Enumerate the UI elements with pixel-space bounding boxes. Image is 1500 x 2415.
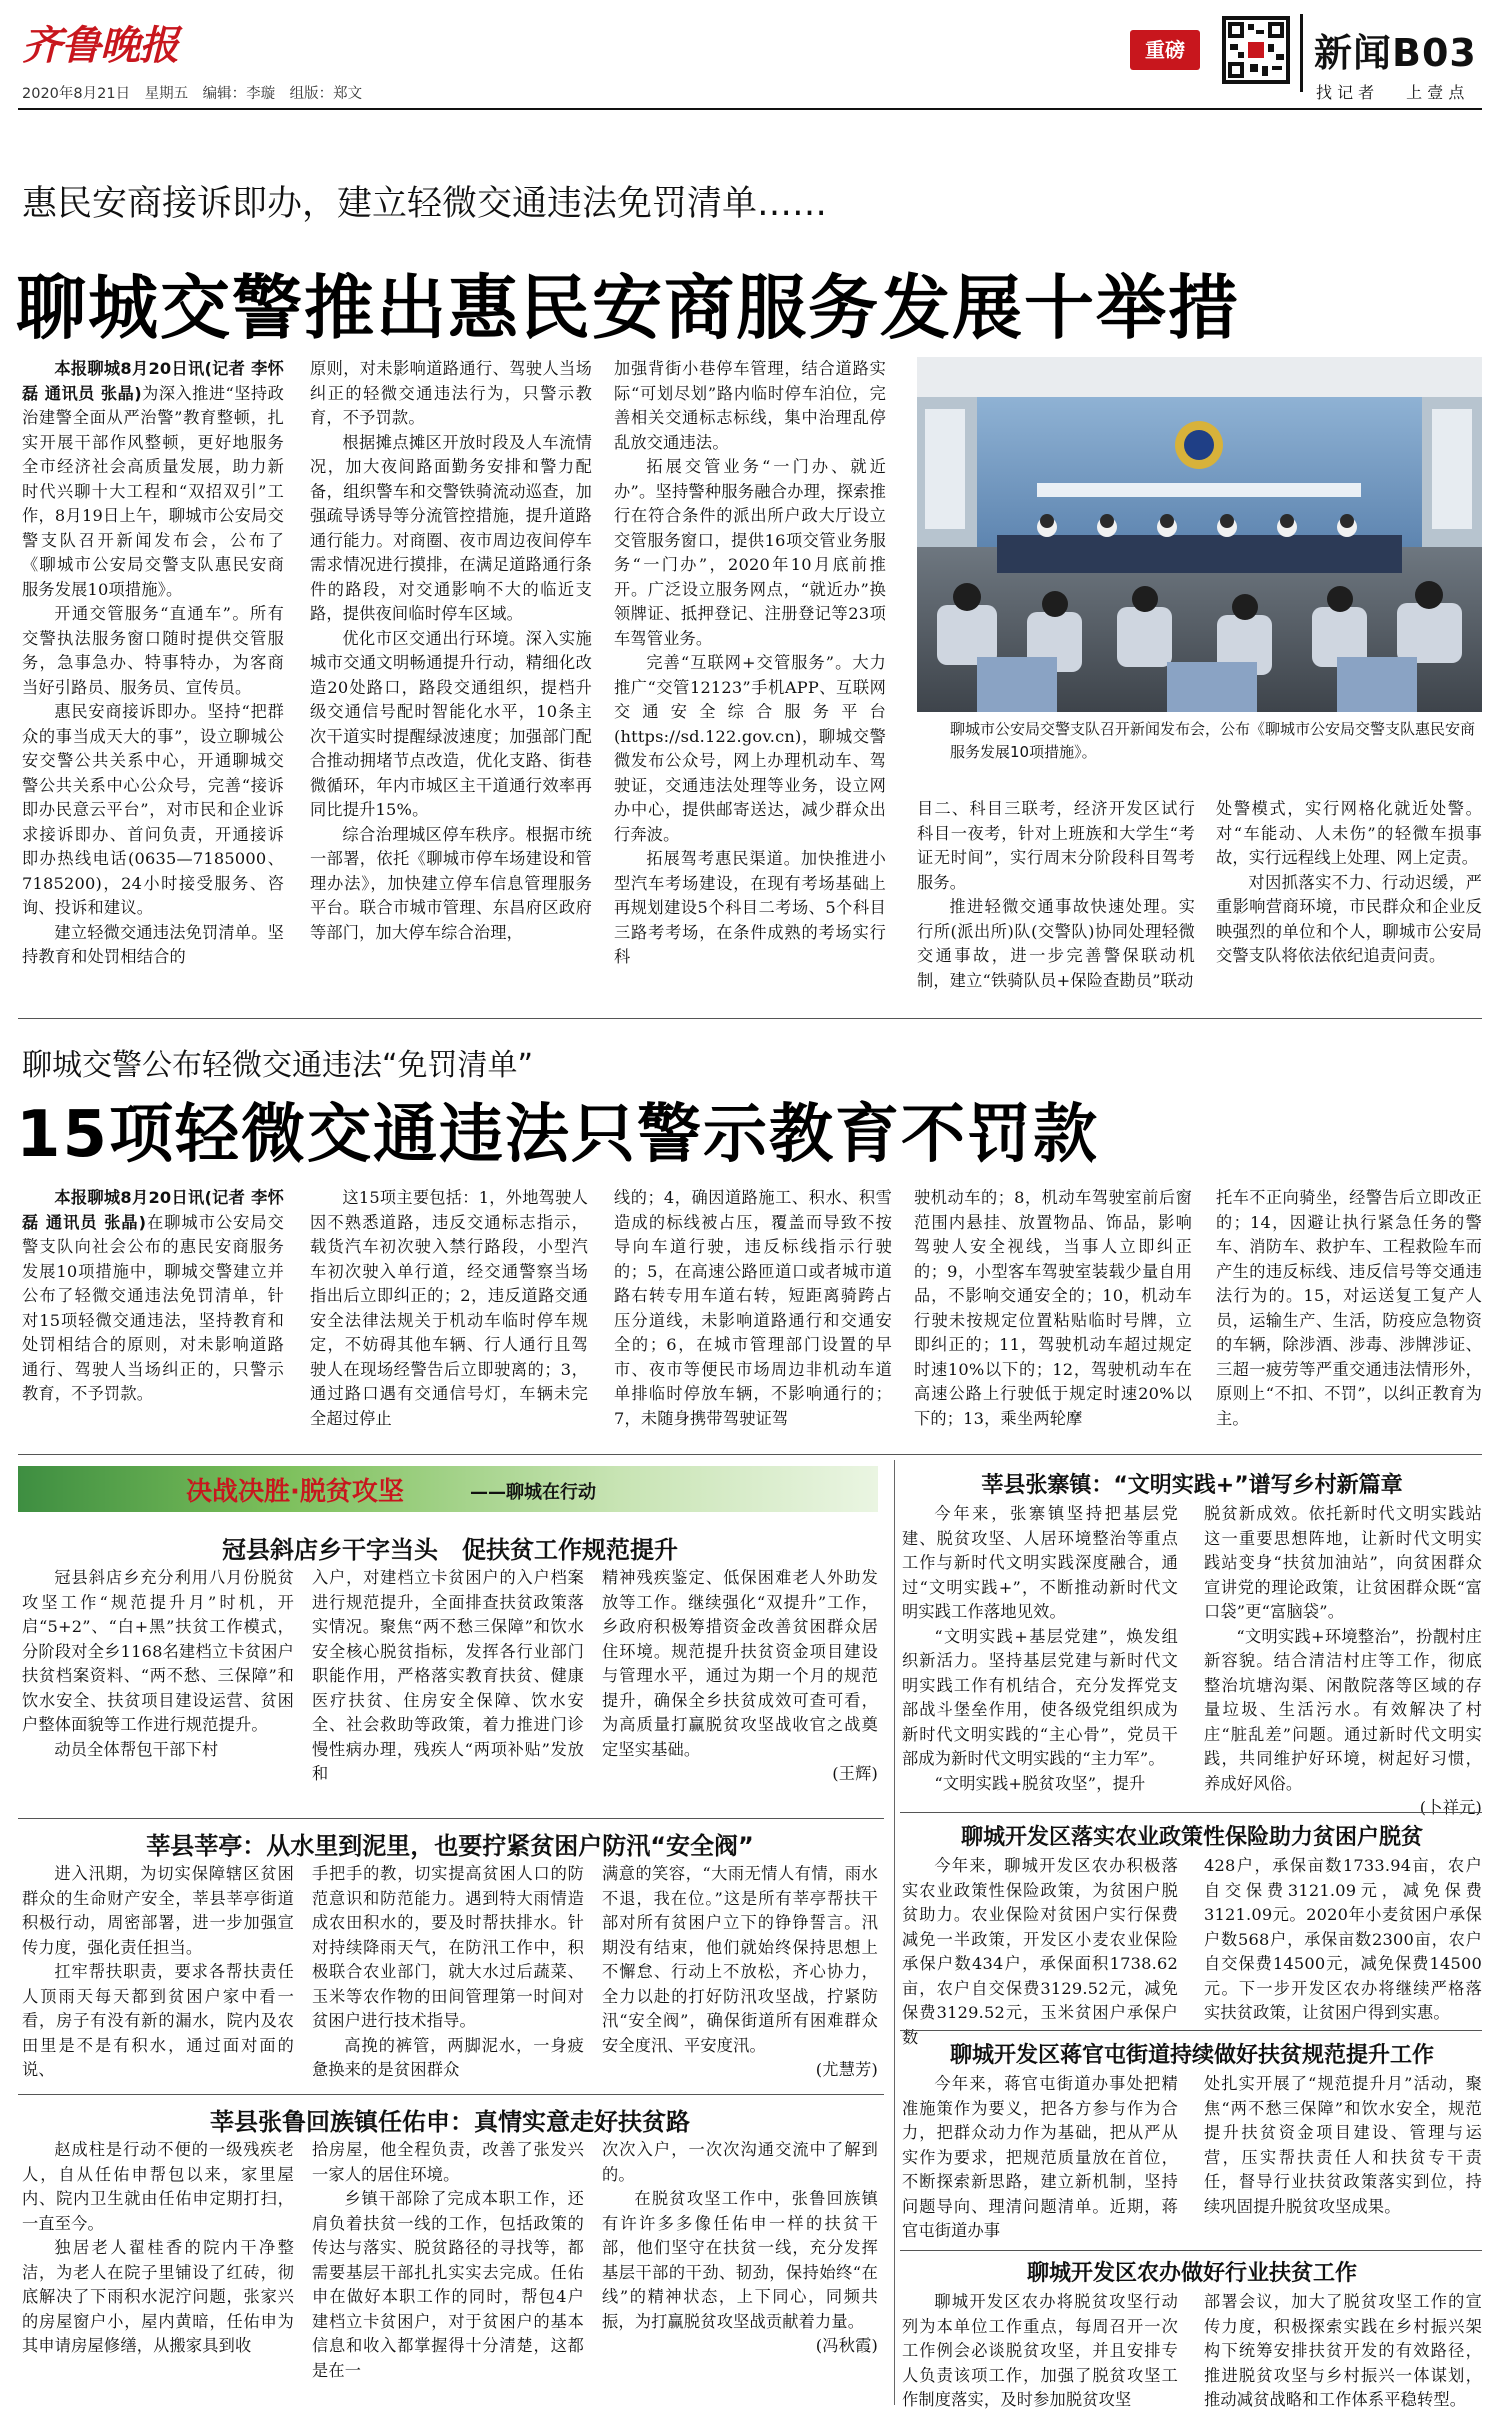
- paragraph: 根据摊点摊区开放时段及人车流情况，加大夜间路面勤务安排和警力配备，组织警车和交警铁骑流动巡查，加强疏导诱导等分流管控措施，提升道路通行能力。对商圈、夜市周边夜间停车需求情况进行摸排，在满足道路通行条件的路段，对交通影响不大的临近支路，提供夜间临时停车区域。: [310, 432, 592, 623]
- paragraph: 驶机动车的；8，机动车驾驶室前后窗范围内悬挂、放置物品、饰品，影响驾驶人安全视线，当事人立即纠正的；9，小型客车驾驶室装载少量自用品，不影响交通安全的；10，机动车行驶未按规定位置粘贴临时号牌，立即纠正的；11，驾驶机动车超过规定时速10%以下的；12，驾驶机动车在高速公路上行驶低于规定时速20%以下的；13，乘坐两轮摩: [914, 1188, 1192, 1428]
- article-col: [602, 1566, 878, 1822]
- paragraph: 今年来，聊城开发区农办积极落实农业政策性保险政策，为贫困户脱贫助力。农业保险对贫困户实行保费减免一半政策，开发区小麦农业保险承保户数434户，承保面积1738.62亩，农户自交保费3129.52元，减免保费3129.52元，玉米贫困户承保户数: [902, 1856, 1178, 2047]
- paragraph: 推进轻微交通事故快速处理。实行所(派出所)队(交警队)协同处理轻微交通事故，进一步完善警保联动机制，建立“铁骑队员+保险查勘员”联动: [917, 897, 1195, 990]
- article-col: [1204, 2290, 1482, 2410]
- paragraph: 次次入户，一次次沟通交流中了解到的。: [602, 2140, 878, 2184]
- byline: (尤慧芳): [815, 2060, 878, 2079]
- divider: [18, 1018, 1482, 1019]
- paragraph: 扛牢帮扶职责，要求各帮扶责任人顶雨天每天都到贫困户家中看一看，房子有没有新的漏水，院内及农田里是不是有积水，通过面对面的说、: [22, 1962, 294, 2079]
- paragraph: 部署会议，加大了脱贫攻坚工作的宣传力度，积极探索实践在乡村振兴架构下统筹安排扶贫开发的有效路径，推进脱贫攻坚与乡村振兴一体谋划，推动减贫战略和工作体系平稳转型。: [1204, 2292, 1482, 2409]
- paragraph: 处警模式，实行网格化就近处警。对“车能动、人未伤”的轻微车损事故，实行远程线上处理、网上定责。: [1216, 799, 1482, 867]
- banner-subtitle: ——聊城在行动: [470, 1482, 596, 1503]
- column-divider: [894, 1460, 895, 2405]
- paragraph: 聊城开发区农办将脱贫攻坚行动列为本单位工作重点，每周召开一次工作例会必谈脱贫攻坚，并且安排专人负责该项工作，加强了脱贫攻坚工作制度落实，及时参加脱贫攻坚: [902, 2292, 1178, 2409]
- paragraph: 开通交管服务“直通车”。所有交警执法服务窗口随时提供交管服务，急事急办、特事特办，为客商当好引路员、服务员、宣传员。: [22, 604, 284, 697]
- article-title: 聊城开发区落实农业政策性保险助力贫困户脱贫: [960, 1825, 1423, 1850]
- paragraph: 拾房屋，他全程负责，改善了张发兴一家人的居住环境。: [312, 2140, 584, 2184]
- article-col: [312, 1566, 584, 1822]
- paragraph: 赵成柱是行动不便的一级残疾老人，自从任佑申帮包以来，家里屋内、院内卫生就由任佑申定期打扫，一直至今。: [22, 2140, 294, 2233]
- dateline: 本报聊城8月20日讯(记者 李怀磊 通讯员 张晶): [22, 359, 284, 403]
- banner-title: 决战决胜·脱贫攻坚: [186, 1477, 404, 1507]
- article-col: [22, 2138, 294, 2410]
- article-col: [902, 1854, 1178, 2047]
- paragraph: 乡镇干部除了完成本职工作，还肩负着扶贫一线的工作，包括政策的传达与落实、脱贫路径的寻找等，都需要基层干部扎扎实实去完成。任佑申在做好本职工作的同时，帮包4户建档立卡贫困户，对于贫困户的基本信息和收入都掌握得十分清楚，这都是在一: [312, 2189, 584, 2380]
- story1-col4: [917, 797, 1195, 1005]
- masthead-rule: [18, 108, 1482, 110]
- story1-col1: [22, 357, 284, 1005]
- paragraph: 高挽的裤管，两脚泥水，一身疲惫换来的是贫困群众: [312, 2035, 584, 2079]
- article-col: [602, 2138, 878, 2410]
- paragraph: 拓展交管业务“一门办、就近办”。坚持警种服务融合办理，探索推行在符合条件的派出所户政大厅设立交管服务窗口，提供16项交管业务服务“一门办”，2020年10月底前推开。广泛设立服务网点，“就近办”换领牌证、抵押登记、注册登记等23项车驾管业务。: [614, 457, 886, 648]
- paragraph: 在聊城市公安局交警支队向社会公布的惠民安商服务发展10项措施中，聊城交警建立并公布了轻微交通违法免罚清单，针对15项轻微交通违法，坚持教育和处罚相结合的原则，对未影响道路通行、驾驶人当场纠正的，只警示教育，不予罚款。: [22, 1212, 284, 1403]
- story2-kicker: 聊城交警公布轻微交通违法“免罚清单”: [22, 1048, 534, 1083]
- story2-col3: [614, 1186, 892, 1438]
- heavy-badge: 重磅: [1130, 30, 1200, 70]
- article-col: [22, 1566, 294, 1822]
- press-conference-photo: [917, 357, 1482, 712]
- paragraph: 对因抓落实不力、行动迟缓，严重影响营商环境，市民群众和企业反映强烈的单位和个人，聊城市公安局交警支队将依法依纪追责问责。: [1216, 872, 1482, 965]
- article-col: [902, 1502, 1178, 1820]
- section-label: 新闻B03: [1314, 31, 1477, 75]
- divider: [18, 2094, 884, 2095]
- article-col: [312, 2138, 584, 2410]
- paragraph: 优化市区交通出行环境。深入实施城市交通文明畅通提升行动，精细化改造20处路口，路段交通组织，提档升级交通信号配时智能化水平，10条主次干道实时提醒绿波速度；加强部门配合推动拥堵节点改造，优化支路、街巷微循环，年内市城区主干道通行效率再同比提升15%。: [310, 628, 592, 819]
- article-col: [602, 1862, 878, 2092]
- paragraph: 脱贫新成效。依托新时代文明实践站这一重要思想阵地，让新时代文明实践站变身“扶贫加油站”，向贫困群众宣讲党的理论政策，让贫困群众既“富口袋”更“富脑袋”。: [1204, 1504, 1482, 1621]
- story2-headline: 15项轻微交通违法只警示教育不罚款: [16, 1098, 1100, 1172]
- paragraph: 冠县斜店乡充分利用八月份脱贫攻坚工作“规范提升月”时机，开启“5+2”、“白+黑”扶贫工作模式，分阶段对全乡1168名建档立卡贫困户扶贫档案资料、“两不愁、三保障”和饮水安全、扶贫项目建设运营、贫困户整体面貌等工作进行规范提升。: [22, 1568, 294, 1734]
- story1-col2: [310, 357, 592, 1005]
- article-col: [902, 2072, 1178, 2248]
- paragraph: 完善“互联网+交管服务”。大力推广“交管12123”手机APP、互联网交通安全综合服务平台(https://sd.122.gov.cn)，聊城交警微发布公众号，网上办理机动车、驾驶证，交通违法处理等业务，设立网办中心，提供邮寄送达，减少群众出行奔波。: [614, 653, 886, 844]
- paragraph: 入户，对建档立卡贫困户的入户档案进行规范提升，全面排查扶贫政策落实情况。聚焦“两不愁三保障”和饮水安全核心脱贫指标，发挥各行业部门职能作用，严格落实教育扶贫、健康医疗扶贫、住房安全保障、饮水安全、社会救助等政策，着力推进门诊慢性病办理，残疾人“两项补贴”发放和: [312, 1568, 584, 1783]
- story1-kicker: 惠民安商接诉即办，建立轻微交通违法免罚清单……: [22, 184, 828, 224]
- divider: [18, 1454, 1482, 1455]
- paragraph: 今年来，张寨镇坚持把基层党建、脱贫攻坚、人居环境整治等重点工作与新时代文明实践深度融合，通过“文明实践+”，不断推动新时代文明实践工作落地见效。: [902, 1504, 1178, 1621]
- paragraph: 精神残疾鉴定、低保困难老人外助发放等工作。继续强化“双提升”工作，乡政府积极筹措资金改善贫困群众居住环境。规范提升扶贫资金项目建设与管理水平，通过为期一个月的规范提升，确保全乡扶贫成效可查可看，为高质量打赢脱贫攻坚战收官之战奠定坚实基础。: [602, 1568, 878, 1759]
- qr-code: [1222, 16, 1290, 84]
- paragraph: 原则，对未影响道路通行、驾驶人当场纠正的轻微交通违法行为，只警示教育，不予罚款。: [310, 359, 592, 427]
- paragraph: “文明实践+基层党建”，焕发组织新活力。坚持基层党建与新时代文明实践工作有机结合，充分发挥党支部战斗堡垒作用，使各级党组织成为新时代文明实践的“主心骨”，党员干部成为新时代文明实践的“主力军”。: [902, 1626, 1178, 1768]
- poverty-banner: [18, 1466, 878, 1512]
- divider: [900, 2030, 1482, 2031]
- divider: [900, 2250, 1482, 2251]
- byline: (王辉): [832, 1764, 878, 1783]
- story1-headline: 聊城交警推出惠民安商服务发展十举措: [16, 267, 1240, 349]
- dateline: 本报聊城8月20日讯(记者 李怀磊 通讯员 张晶): [22, 1188, 284, 1232]
- story2-col5: [1216, 1186, 1482, 1438]
- article-col: [902, 2290, 1178, 2410]
- article-title: 聊城开发区农办做好行业扶贫工作: [1026, 2261, 1357, 2286]
- paragraph: 动员全体帮包干部下村: [54, 1739, 219, 1759]
- story2-col2: [310, 1186, 588, 1438]
- paragraph: 加强背街小巷停车管理，结合道路实际“可划尽划”路内临时停车泊位，完善相关交通标志标线，集中治理乱停乱放交通违法。: [614, 359, 886, 452]
- story2-col4: [914, 1186, 1192, 1438]
- paragraph: 进入汛期，为切实保障辖区贫困群众的生命财产安全，莘县莘亭街道积极行动，周密部署，进一步加强宣传力度，强化责任担当。: [22, 1864, 294, 1957]
- byline: (卜祥元): [1419, 1798, 1482, 1817]
- paragraph: 托车不正向骑坐，经警告后立即改正的；14，因避让执行紧急任务的警车、消防车、救护车、工程救险车而产生的违反标线、违反信号等交通违法行为的。15，对运送复工复产人员，运输生产、生活，防疫应急物资的车辆，除涉酒、涉毒、涉牌涉证、三超一疲劳等严重交通违法情形外，原则上“不扣、不罚”，以纠正教育为主。: [1216, 1188, 1482, 1428]
- paragraph: 独居老人翟桂香的院内干净整洁，为老人在院子里铺设了红砖，彻底解决了下雨积水泥泞问题，张家兴的房屋窗户小，屋内黄暗，任佑申为其申请房屋修缮，从搬家具到收: [22, 2238, 294, 2355]
- article-title: 莘县张寨镇：“文明实践+”谱写乡村新篇章: [981, 1473, 1403, 1498]
- byline: (冯秋霞): [815, 2336, 878, 2355]
- paragraph: 今年来，蒋官屯街道办事处把精准施策作为要义，把各方参与作为合力，把群众动力作为基础，把从严从实作为要求，把规范质量放在首位，不断探索新思路，建立新机制，坚持问题导向、理清问题清单。近期，蒋官屯街道办事: [902, 2074, 1178, 2240]
- article-col: [1204, 1854, 1482, 2030]
- masthead-divider: [1300, 14, 1303, 92]
- photo-caption: 聊城市公安局交警支队召开新闻发布会，公布《聊城市公安局交警支队惠民安商服务发展10项措施》。: [950, 720, 1476, 761]
- date-line: 2020年8月21日 星期五 编辑：李璇 组版：郑文: [22, 86, 363, 102]
- paragraph: 拓展驾考惠民渠道。加快推进小型汽车考场建设，在现有考场基础上再规划建设5个科目二考场、5个科目三路考考场，在条件成熟的考场实行科: [614, 849, 886, 966]
- paragraph: 综合治理城区停车秩序。根据市统一部署，依托《聊城市停车场建设和管理办法》，加快建立停车信息管理服务平台。联合市城市管理、东昌府区政府等部门，加大停车综合治理，: [310, 824, 592, 942]
- story2-col1: [22, 1186, 284, 1438]
- story1-col3: [614, 357, 886, 1005]
- paragraph: 建立轻微交通违法免罚清单。坚持教育和处罚相结合的: [22, 922, 284, 966]
- paragraph: 满意的笑容，“大雨无情人有情，雨水不退，我在位。”这是所有莘亭帮扶干部对所有贫困户立下的铮铮誓言。汛期没有结束，他们就始终保持思想上不懈怠、行动上不放松，齐心协力，全力以赴的打好防汛攻坚战，拧紧防汛“安全阀”，确保街道所有困难群众安全度汛、平安度汛。: [602, 1864, 878, 2055]
- divider: [900, 1812, 1482, 1813]
- article-title: 莘县莘亭：从水里到泥里，也要拧紧贫困户防汛“安全阀”: [146, 1832, 754, 1860]
- divider: [18, 1818, 884, 1819]
- paragraph: 目二、科目三联考，经济开发区试行科目一夜考，针对上班族和大学生“考证无时间”，实行周末分阶段科目驾考服务。: [917, 799, 1195, 892]
- article-col: [22, 1862, 294, 2092]
- article-title: 冠县斜店乡干字当头 促扶贫工作规范提升: [222, 1536, 678, 1564]
- paragraph: 惠民安商接诉即办。坚持“把群众的事当成天大的事”，设立聊城公安交警公共关系中心，开通聊城交警公共关系中心公众号，完善“接诉即办民意云平台”，对市民和企业诉求接诉即办、首问负责，开通接诉即办热线电话(0635—7185000、7185200)，24小时接受服务、咨询、投诉和建议。: [22, 702, 284, 917]
- article-col: [1204, 2072, 1482, 2248]
- paragraph: 这15项主要包括：1，外地驾驶人因不熟悉道路，违反交通标志指示，载货汽车初次驶入禁行路段，小型汽车初次驶入单行道，经交通警察当场指出后立即纠正的；2，违反道路交通安全法律法规关于机动车临时停车规定，不妨碍其他车辆、行人通行且驾驶人在现场经警告后立即驶离的；3，通过路口遇有交通信号灯，车辆未完全超过停止: [310, 1188, 588, 1428]
- paragraph: 线的；4，确因道路施工、积水、积雪造成的标线被占压，覆盖而导致不按导向车道行驶，违反标线指示行驶的；5，在高速公路匝道口或者城市道路右转专用车道右转，短距离骑跨占压分道线，未影响道路通行和交通安全的；6，在城市管理部门设置的早市、夜市等便民市场周边非机动车道单排临时停放车辆，不影响通行的；7，未随身携带驾驶证驾: [614, 1188, 892, 1428]
- paragraph: 428户，承保亩数1733.94亩，农户自交保费3121.09元，减免保费3121.09元。2020年小麦贫困户承保户数568户，承保亩数2300亩，农户自交保费14500元，减免保费14500元。下一步开发区农办将继续严格落实扶贫政策，让贫困户得到实惠。: [1204, 1856, 1482, 2022]
- newspaper-logo: 齐鲁晚报: [22, 23, 178, 69]
- paragraph: 为深入推进“坚持政治建警全面从严治警”教育整顿，扎实开展干部作风整顿，更好地服务全市经济社会高质量发展，助力新时代兴聊十大工程和“双招双引”工作，8月19日上午，聊城市公安局交警支队召开新闻发布会，公布了《聊城市公安局交警支队惠民安商服务发展10项措施》。: [22, 383, 284, 599]
- slogan: 找 记 者 上 壹 点: [1316, 83, 1465, 102]
- article-col: [1204, 1502, 1482, 1820]
- article-title: 聊城开发区蒋官屯街道持续做好扶贫规范提升工作: [949, 2043, 1434, 2068]
- article-title: 莘县张鲁回族镇任佑申：真情实意走好扶贫路: [210, 2108, 690, 2136]
- paragraph: “文明实践+环境整治”，扮靓村庄新容貌。结合清洁村庄等工作，彻底整治坑塘沟渠、闲散院落等区域的存量垃圾、生活污水。有效解决了村庄“脏乱差”问题。通过新时代文明实践，共同维护好环境，树起好习惯，养成好风俗。: [1204, 1626, 1482, 1793]
- paragraph: “文明实践+脱贫攻坚”，提升: [934, 1773, 1146, 1793]
- article-col: [312, 1862, 584, 2092]
- story1-col5: [1216, 797, 1482, 1005]
- paragraph: 手把手的教，切实提高贫困人口的防范意识和防范能力。遇到特大雨情造成农田积水的，要及时帮扶排水。针对持续降雨天气，在防汛工作中，积极联合农业部门，就大水过后蔬菜、玉米等农作物的田间管理第一时间对贫困户进行技术指导。: [312, 1864, 584, 2030]
- paragraph: 在脱贫攻坚工作中，张鲁回族镇有许许多多像任佑申一样的扶贫干部，他们坚守在扶贫一线，充分发挥基层干部的干劲、韧劲，保持始终“在线”的精神状态，上下同心，同频共振，为打赢脱贫攻坚战贡献着力量。: [602, 2189, 878, 2331]
- paragraph: 处扎实开展了“规范提升月”活动，聚焦“两不愁三保障”和饮水安全，规范提升扶贫资金项目建设、管理与运营，压实帮扶责任人和扶贫专干责任，督导行业扶贫政策落实到位，持续巩固提升脱贫攻坚成果。: [1204, 2074, 1482, 2216]
